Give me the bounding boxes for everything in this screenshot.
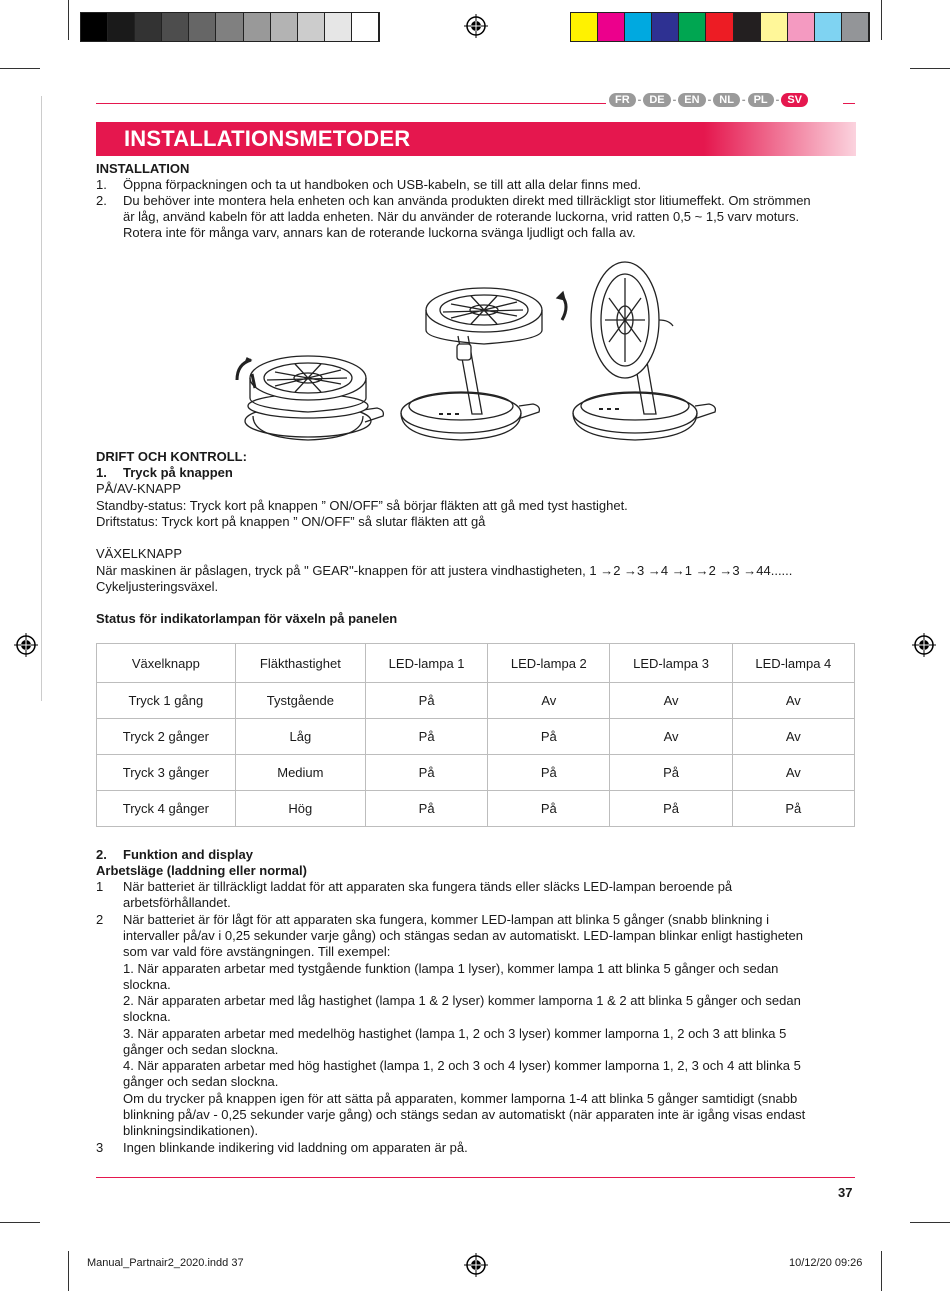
- crop-mark: [910, 68, 950, 69]
- registration-mark-icon: [14, 633, 38, 657]
- list-number: 2.: [96, 847, 107, 862]
- table-header-cell: LED-lampa 3: [610, 644, 732, 683]
- list-number: 2: [96, 912, 104, 927]
- color-swatch: [81, 13, 108, 41]
- list-number: 1.: [96, 177, 107, 192]
- table-cell: Tryck 4 gånger: [97, 791, 236, 827]
- list-item: blinkning på/av - 0,25 sekunder varje gång) och stängs sedan av automatiskt (när apparaten inte är igång visas endast: [123, 1107, 806, 1122]
- fan-installation-illustration: [225, 258, 730, 443]
- color-swatch: [679, 13, 706, 41]
- table-cell: Hög: [235, 791, 365, 827]
- crop-mark: [68, 1251, 69, 1291]
- crop-mark: [41, 96, 42, 701]
- table-header-cell: Växelknapp: [97, 644, 236, 683]
- table-heading: Status för indikatorlampan för växeln på panelen: [96, 611, 398, 626]
- table-header-cell: LED-lampa 2: [488, 644, 610, 683]
- table-cell: På: [366, 755, 488, 791]
- installation-heading: INSTALLATION: [96, 161, 190, 176]
- standby-text: Standby-status: Tryck kort på knappen ” ON/OFF” så börjar fläkten att gå med tyst hastighet.: [96, 498, 628, 513]
- list-item: är låg, använd kabeln för att ladda enheten. När du använder de roterande luckorna, vrid ratten 0,5 ~ 1,5 varv moturs.: [123, 209, 800, 224]
- running-text: Driftstatus: Tryck kort på knappen ” ON/OFF” så slutar fläkten att gå: [96, 514, 486, 529]
- table-header-cell: LED-lampa 4: [732, 644, 854, 683]
- table-cell: På: [366, 719, 488, 755]
- color-swatch: [815, 13, 842, 41]
- list-item: blinkningsindikationen).: [123, 1123, 259, 1138]
- list-item: Öppna förpackningen och ta ut handboken och USB-kabeln, se till att alla delar finns med.: [123, 177, 642, 192]
- list-item: När batteriet är tillräckligt laddat för att apparaten ska fungera tänds eller släcks LED-lampan beroende på: [123, 879, 733, 894]
- list-item: Ingen blinkande indikering vid laddning om apparaten är på.: [123, 1140, 468, 1155]
- list-number: 1.: [96, 465, 107, 480]
- color-swatch: [352, 13, 379, 41]
- crop-mark: [910, 1222, 950, 1223]
- table-row: [97, 755, 855, 791]
- crop-mark: [881, 0, 882, 40]
- table-cell: På: [366, 791, 488, 827]
- subheading: Funktion and display: [123, 847, 254, 862]
- list-item: 3. När apparaten arbetar med medelhög hastighet (lampa 1, 2 och 3 lyser) kommer lamporna 1, 2 och 3 att blinka 5: [123, 1026, 787, 1041]
- color-swatch-bar: [570, 12, 870, 42]
- list-item: slockna.: [123, 977, 171, 992]
- list-number: 1: [96, 879, 104, 894]
- table-cell: På: [610, 755, 732, 791]
- language-tab-pl: PL: [748, 93, 774, 107]
- color-swatch: [706, 13, 733, 41]
- table-cell: Av: [732, 683, 854, 719]
- table-cell: Av: [732, 755, 854, 791]
- language-separator: -: [637, 94, 642, 106]
- language-separator: -: [707, 94, 712, 106]
- list-item: som var vald före avstängningen. Till exempel:: [123, 944, 391, 959]
- color-swatch: [189, 13, 216, 41]
- list-item: slockna.: [123, 1009, 171, 1024]
- footer-date: 10/12/20 09:26: [789, 1257, 863, 1269]
- language-tab-nl: NL: [713, 93, 740, 107]
- list-item: intervaller på/av i 0,25 sekunder varje gång) och stängas sedan av automatiskt. LED-lampan blinkar enligt hastigheten: [123, 928, 804, 943]
- gear-label: VÄXELKNAPP: [96, 546, 182, 561]
- crop-mark: [0, 68, 40, 69]
- crop-mark: [68, 0, 69, 40]
- language-tab-de: DE: [643, 93, 670, 107]
- table-cell: På: [610, 791, 732, 827]
- table-cell: På: [366, 683, 488, 719]
- header-rule-end: [843, 103, 855, 104]
- footer-rule: [96, 1177, 855, 1178]
- header-rule: [96, 103, 606, 104]
- crop-mark: [881, 1251, 882, 1291]
- gear-text: När maskinen är påslagen, tryck på " GEAR"-knappen för att justera vindhastigheten, 1 →2 →3 →4 →1 →2 →3 →44......: [96, 563, 793, 578]
- list-item: Rotera inte för många varv, annars kan de roterande luckorna svänga ljudligt och falla av.: [123, 225, 636, 240]
- color-swatch: [625, 13, 652, 41]
- table-row: [97, 791, 855, 827]
- table-cell: På: [488, 791, 610, 827]
- color-swatch: [325, 13, 352, 41]
- language-separator: -: [775, 94, 780, 106]
- color-swatch: [108, 13, 135, 41]
- language-tab-sv: SV: [781, 93, 808, 107]
- color-swatch: [135, 13, 162, 41]
- color-swatch: [244, 13, 271, 41]
- color-swatch: [652, 13, 679, 41]
- table-cell: Av: [610, 683, 732, 719]
- color-swatch: [571, 13, 598, 41]
- table-cell: Av: [610, 719, 732, 755]
- table-cell: Av: [732, 719, 854, 755]
- page-title: INSTALLATIONSMETODER: [124, 126, 411, 151]
- language-tab-en: EN: [678, 93, 705, 107]
- table-row: [97, 683, 855, 719]
- color-swatch: [842, 13, 869, 41]
- table-cell: Av: [488, 683, 610, 719]
- color-swatch: [162, 13, 189, 41]
- gear-text: Cykeljusteringsväxel.: [96, 579, 219, 594]
- list-item: 2. När apparaten arbetar med låg hastighet (lampa 1 & 2 lyser) kommer lamporna 1 & 2 att blinka 5 gånger och sedan: [123, 993, 801, 1008]
- table-row: [97, 719, 855, 755]
- table-header-cell: LED-lampa 1: [366, 644, 488, 683]
- table-cell: Tryck 2 gånger: [97, 719, 236, 755]
- list-item: När batteriet är för lågt för att apparaten ska fungera, kommer LED-lampan att blinka 5 gånger (snabb blinkning i: [123, 912, 770, 927]
- table-cell: Medium: [235, 755, 365, 791]
- table-header-row: [97, 644, 855, 683]
- language-tab-fr: FR: [609, 93, 636, 107]
- table-cell: Låg: [235, 719, 365, 755]
- list-item: Om du trycker på knappen igen för att sätta på apparaten, kommer lamporna 1-4 att blinka 5 gånger samtidigt (snabb: [123, 1091, 798, 1106]
- color-swatch: [216, 13, 243, 41]
- registration-mark-icon: [912, 633, 936, 657]
- onoff-label: PÅ/AV-KNAPP: [96, 481, 182, 496]
- language-separator: -: [672, 94, 677, 106]
- crop-mark: [0, 1222, 40, 1223]
- table-header-cell: Fläkthastighet: [235, 644, 365, 683]
- list-item: 1. När apparaten arbetar med tystgående funktion (lampa 1 lyser), kommer lampa 1 att blinka 5 gånger och sedan: [123, 961, 779, 976]
- page-number: 37: [838, 1185, 853, 1200]
- color-swatch: [761, 13, 788, 41]
- table-cell: Tryck 3 gånger: [97, 755, 236, 791]
- table-cell: På: [488, 755, 610, 791]
- language-selector: [608, 93, 809, 107]
- color-swatch: [788, 13, 815, 41]
- list-number: 3: [96, 1140, 104, 1155]
- operation-heading: DRIFT OCH KONTROLL:: [96, 449, 247, 464]
- table-cell: På: [488, 719, 610, 755]
- table-cell: Tystgående: [235, 683, 365, 719]
- color-swatch: [734, 13, 761, 41]
- list-item: 4. När apparaten arbetar med hög hastighet (lampa 1, 2 och 3 och 4 lyser) kommer lamporna 1, 2, 3 och 4 att blinka 5: [123, 1058, 801, 1073]
- indicator-table: [96, 643, 855, 827]
- language-separator: -: [741, 94, 746, 106]
- mode-heading: Arbetsläge (laddning eller normal): [96, 863, 307, 878]
- registration-mark-icon: [464, 14, 488, 38]
- color-swatch: [298, 13, 325, 41]
- list-item: arbetsförhållandet.: [123, 895, 231, 910]
- list-item: gånger och sedan slockna.: [123, 1074, 279, 1089]
- table-cell: Tryck 1 gång: [97, 683, 236, 719]
- list-number: 2.: [96, 193, 107, 208]
- registration-mark-icon: [464, 1253, 488, 1277]
- gray-color-bar: [80, 12, 380, 42]
- color-swatch: [271, 13, 298, 41]
- color-swatch: [598, 13, 625, 41]
- table-cell: På: [732, 791, 854, 827]
- footer-file-name: Manual_Partnair2_2020.indd 37: [87, 1257, 244, 1269]
- list-item: gånger och sedan slockna.: [123, 1042, 279, 1057]
- section-banner: [96, 122, 856, 156]
- subheading: Tryck på knappen: [123, 465, 233, 480]
- list-item: Du behöver inte montera hela enheten och kan använda produkten direkt med tillräckligt stor litiumeffekt. Om strömmen: [123, 193, 811, 208]
